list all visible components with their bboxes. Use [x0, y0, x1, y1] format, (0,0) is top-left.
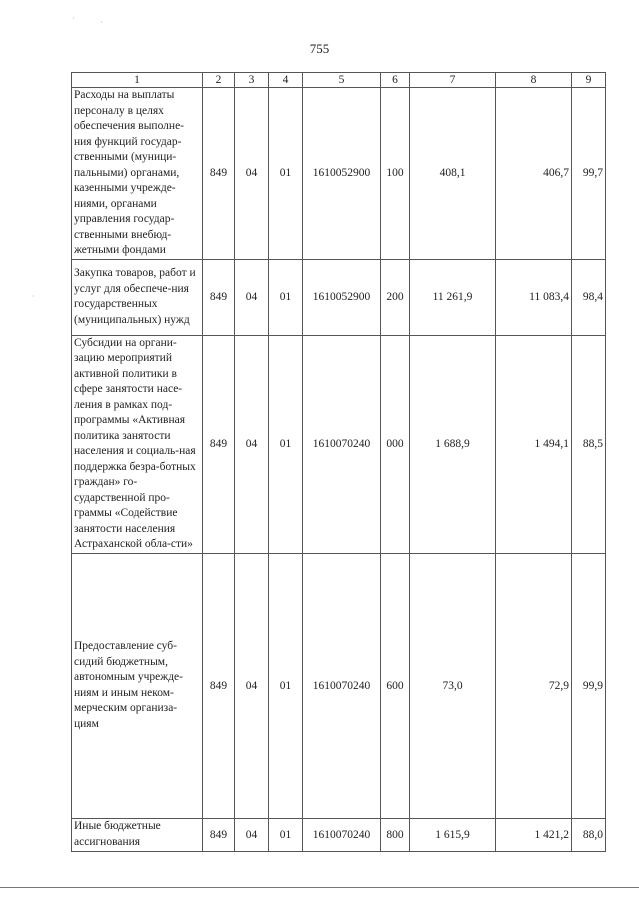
scan-speck: · [100, 18, 103, 27]
cell-col8: 1 421,2 [496, 818, 572, 851]
table-row [72, 259, 606, 335]
cell-col8: 72,9 [496, 553, 572, 818]
scan-edge-line [0, 887, 639, 888]
row-description: Закупка товаров, работ и услуг для обеспече-ния государственных (муниципальных) нужд [72, 259, 203, 335]
column-header: 4 [269, 73, 303, 88]
column-header: 3 [235, 73, 269, 88]
cell-col5: 1610070240 [303, 818, 381, 851]
cell-col4: 01 [269, 88, 303, 260]
table-row [72, 553, 606, 818]
cell-col8: 11 083,4 [496, 259, 572, 335]
cell-col5: 1610070240 [303, 553, 381, 818]
cell-col6: 800 [381, 818, 410, 851]
cell-col7: 1 688,9 [410, 335, 496, 553]
page-number: 755 [309, 41, 330, 56]
column-header: 7 [410, 73, 496, 88]
cell-col3: 04 [235, 88, 269, 260]
cell-col4: 01 [269, 553, 303, 818]
cell-col2: 849 [203, 259, 235, 335]
cell-col2: 849 [203, 88, 235, 260]
cell-col4: 01 [269, 259, 303, 335]
header-row [72, 73, 606, 88]
cell-col6: 000 [381, 335, 410, 553]
cell-col3: 04 [235, 259, 269, 335]
cell-col8: 406,7 [496, 88, 572, 260]
row-description: Иные бюджетные ассигнования [72, 818, 203, 851]
cell-col3: 04 [235, 818, 269, 851]
column-header: 6 [381, 73, 410, 88]
column-header: 5 [303, 73, 381, 88]
row-description: Субсидии на органи-зацию мероприятий активной политики в сфере занятости насе-ления в рамках под-программы «Активная политика занятости населения и социаль-ная поддержка безра-ботных граждан» го-сударственной про-граммы «Содействие занятости населения Астраханской обла-сти» [72, 335, 203, 553]
cell-col2: 849 [203, 818, 235, 851]
cell-col9: 99,9 [572, 553, 606, 818]
cell-col7: 11 261,9 [410, 259, 496, 335]
cell-col5: 1610052900 [303, 88, 381, 260]
cell-col5: 1610052900 [303, 259, 381, 335]
table-row [72, 818, 606, 851]
budget-table [71, 72, 606, 852]
cell-col3: 04 [235, 335, 269, 553]
cell-col6: 100 [381, 88, 410, 260]
cell-col4: 01 [269, 818, 303, 851]
cell-col6: 200 [381, 259, 410, 335]
column-header: 2 [203, 73, 235, 88]
cell-col3: 04 [235, 553, 269, 818]
cell-col7: 1 615,9 [410, 818, 496, 851]
cell-col7: 408,1 [410, 88, 496, 260]
scan-speck: · [72, 14, 75, 23]
column-header: 1 [72, 73, 203, 88]
row-description: Предоставление суб-сидий бюджетным, автономным учрежде-ниям и иным неком-мерческим организа-циям [72, 553, 203, 818]
cell-col9: 88,0 [572, 818, 606, 851]
cell-col6: 600 [381, 553, 410, 818]
cell-col9: 98,4 [572, 259, 606, 335]
cell-col9: 88,5 [572, 335, 606, 553]
cell-col4: 01 [269, 335, 303, 553]
cell-col8: 1 494,1 [496, 335, 572, 553]
cell-col2: 849 [203, 335, 235, 553]
cell-col5: 1610070240 [303, 335, 381, 553]
row-description: Расходы на выплаты персоналу в целях обеспечения выполне-ния функций государ-ственными (муници-пальными) органами, казенными учрежде-ниями, органами управления государ-ственными внебюд-жетными фондами [72, 88, 203, 260]
table-row [72, 88, 606, 260]
cell-col7: 73,0 [410, 553, 496, 818]
cell-col9: 99,7 [572, 88, 606, 260]
cell-col2: 849 [203, 553, 235, 818]
table-row [72, 335, 606, 553]
column-header: 9 [572, 73, 606, 88]
column-header: 8 [496, 73, 572, 88]
scan-speck: · [32, 292, 35, 301]
